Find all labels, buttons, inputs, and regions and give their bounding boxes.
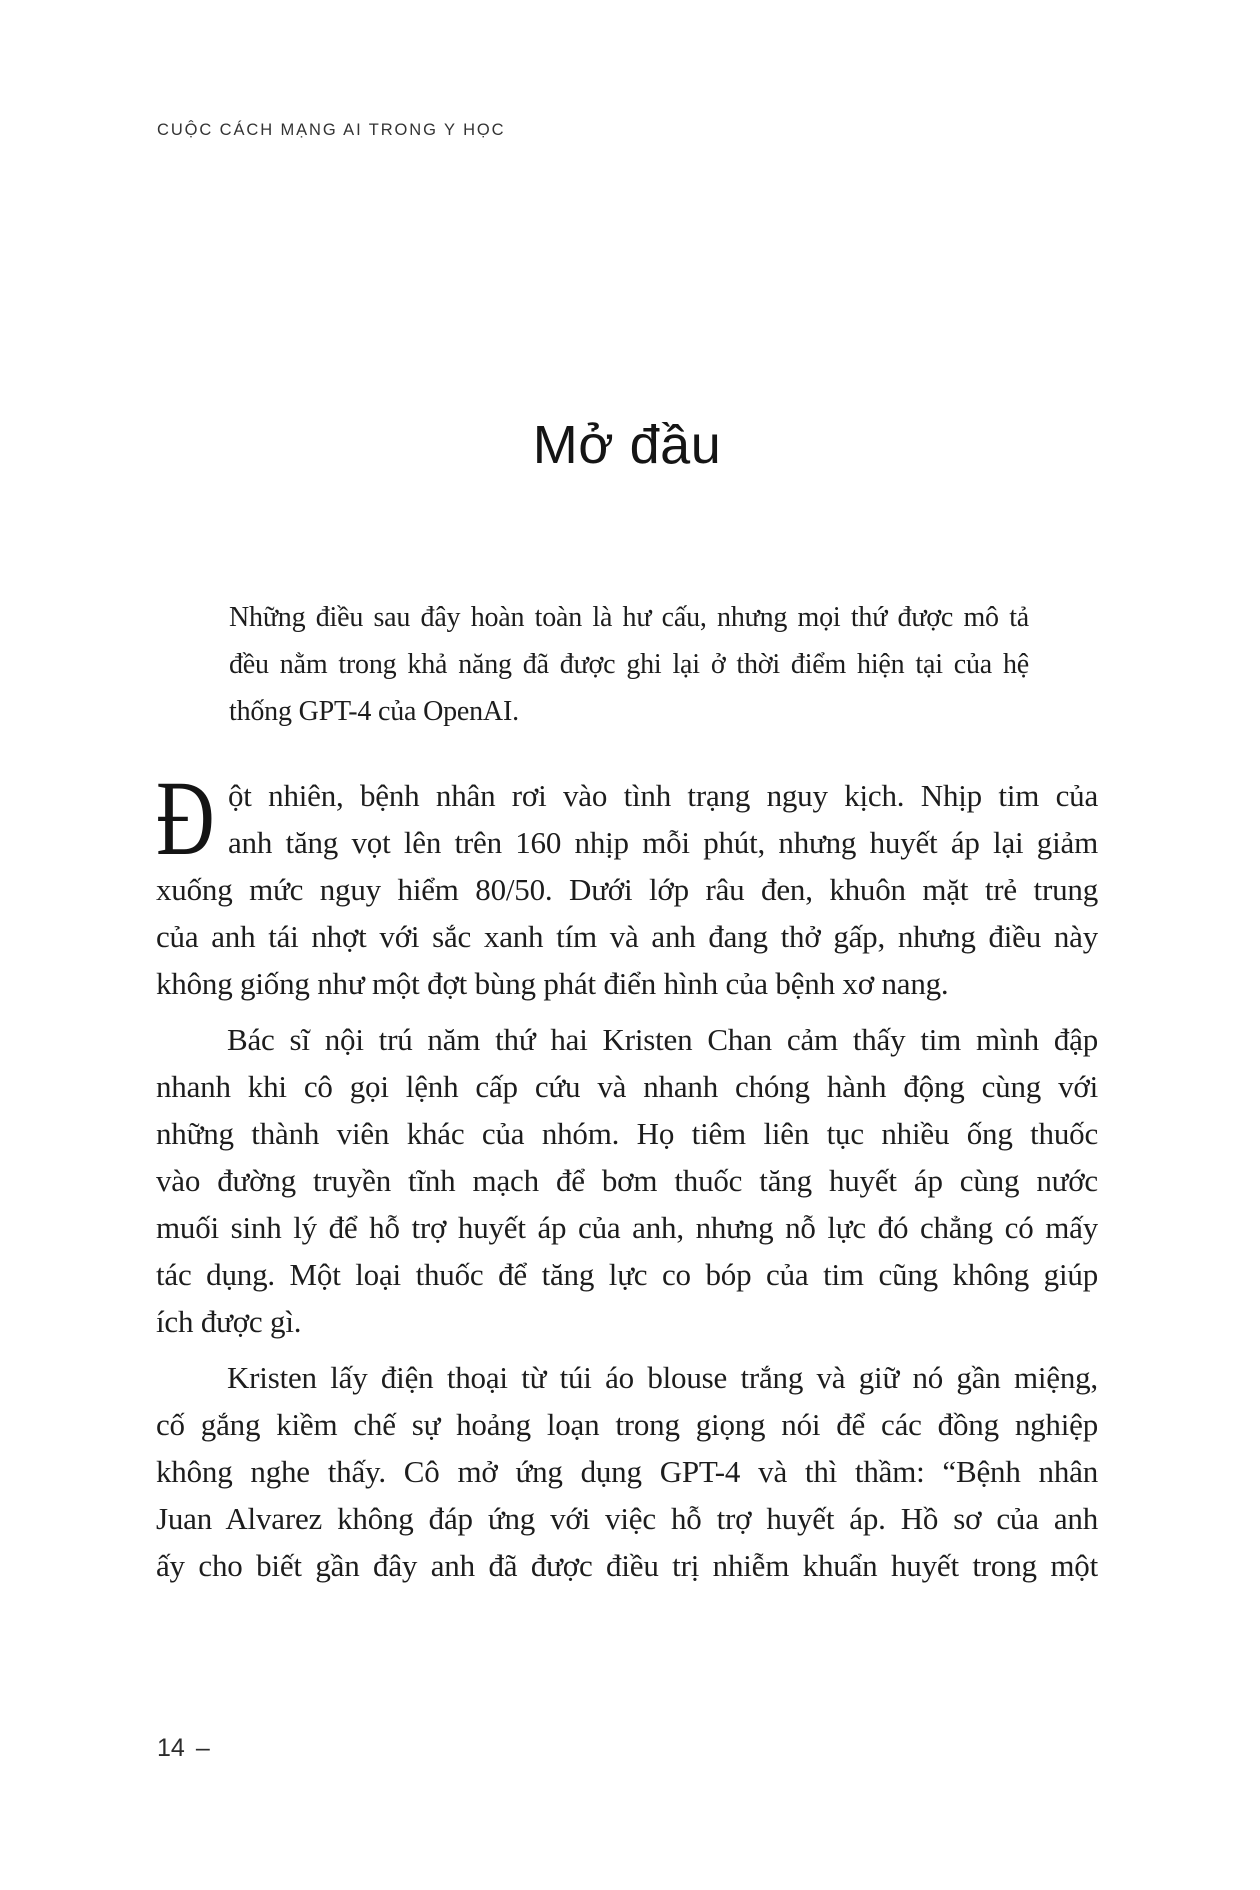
drop-cap-letter: Đ: [156, 760, 215, 878]
body-line: Bác sĩ nội trú năm thứ hai Kristen Chan cảm thấy tim mình đập: [227, 1022, 1098, 1057]
body-text: [156, 760, 1098, 1589]
page-footer: [157, 1733, 210, 1763]
body-line: không giống như một đợt bùng phát điển hình của bệnh xơ nang.: [156, 966, 949, 1001]
epigraph-line: đều nằm trong khả năng đã được ghi lại ở thời điểm hiện tại của hệ: [229, 649, 1029, 680]
body-line: không nghe thấy. Cô mở ứng dụng GPT-4 và thì thầm: “Bệnh nhân: [156, 1454, 1098, 1489]
body-line: ích được gì.: [156, 1304, 302, 1339]
drop-cap: [156, 760, 215, 878]
epigraph-line: Những điều sau đây hoàn toàn là hư cấu, nhưng mọi thứ được mô tả: [229, 602, 1029, 633]
body-line: của anh tái nhợt với sắc xanh tím và anh đang thở gấp, nhưng điều này: [156, 919, 1098, 954]
page-number-dash: –: [195, 1734, 210, 1762]
paragraph-2: [156, 1016, 1098, 1345]
body-line: Kristen lấy điện thoại từ túi áo blouse trắng và giữ nó gần miệng,: [227, 1360, 1098, 1395]
body-line: Juan Alvarez không đáp ứng với việc hỗ trợ huyết áp. Hồ sơ của anh: [156, 1501, 1098, 1536]
epigraph-line: thống GPT-4 của OpenAI.: [229, 696, 519, 727]
body-line: ột nhiên, bệnh nhân rơi vào tình trạng nguy kịch. Nhịp tim của: [228, 778, 1098, 813]
paragraph-3: [156, 1354, 1098, 1589]
epigraph: [229, 594, 1029, 735]
body-line: nhanh khi cô gọi lệnh cấp cứu và nhanh chóng hành động cùng với: [156, 1069, 1098, 1104]
body-line: những thành viên khác của nhóm. Họ tiêm liên tục nhiều ống thuốc: [156, 1116, 1098, 1151]
body-line: anh tăng vọt lên trên 160 nhịp mỗi phút, nhưng huyết áp lại giảm: [228, 825, 1098, 860]
body-line: cố gắng kiềm chế sự hoảng loạn trong giọng nói để các đồng nghiệp: [156, 1407, 1098, 1442]
paragraph-1: [156, 760, 1098, 1007]
body-line: ấy cho biết gần đây anh đã được điều trị nhiễm khuẩn huyết trong một: [156, 1548, 1098, 1583]
running-header: CUỘC CÁCH MẠNG AI TRONG Y HỌC: [157, 121, 506, 139]
body-line: vào đường truyền tĩnh mạch để bơm thuốc tăng huyết áp cùng nước: [156, 1163, 1098, 1198]
body-line: xuống mức nguy hiểm 80/50. Dưới lớp râu đen, khuôn mặt trẻ trung: [156, 872, 1098, 907]
body-line: tác dụng. Một loại thuốc để tăng lực co bóp của tim cũng không giúp: [156, 1257, 1098, 1292]
page-number: 14: [157, 1734, 185, 1762]
chapter-title: Mở đầu: [532, 415, 722, 475]
body-line: muối sinh lý để hỗ trợ huyết áp của anh, nhưng nỗ lực đó chẳng có mấy: [156, 1210, 1098, 1245]
